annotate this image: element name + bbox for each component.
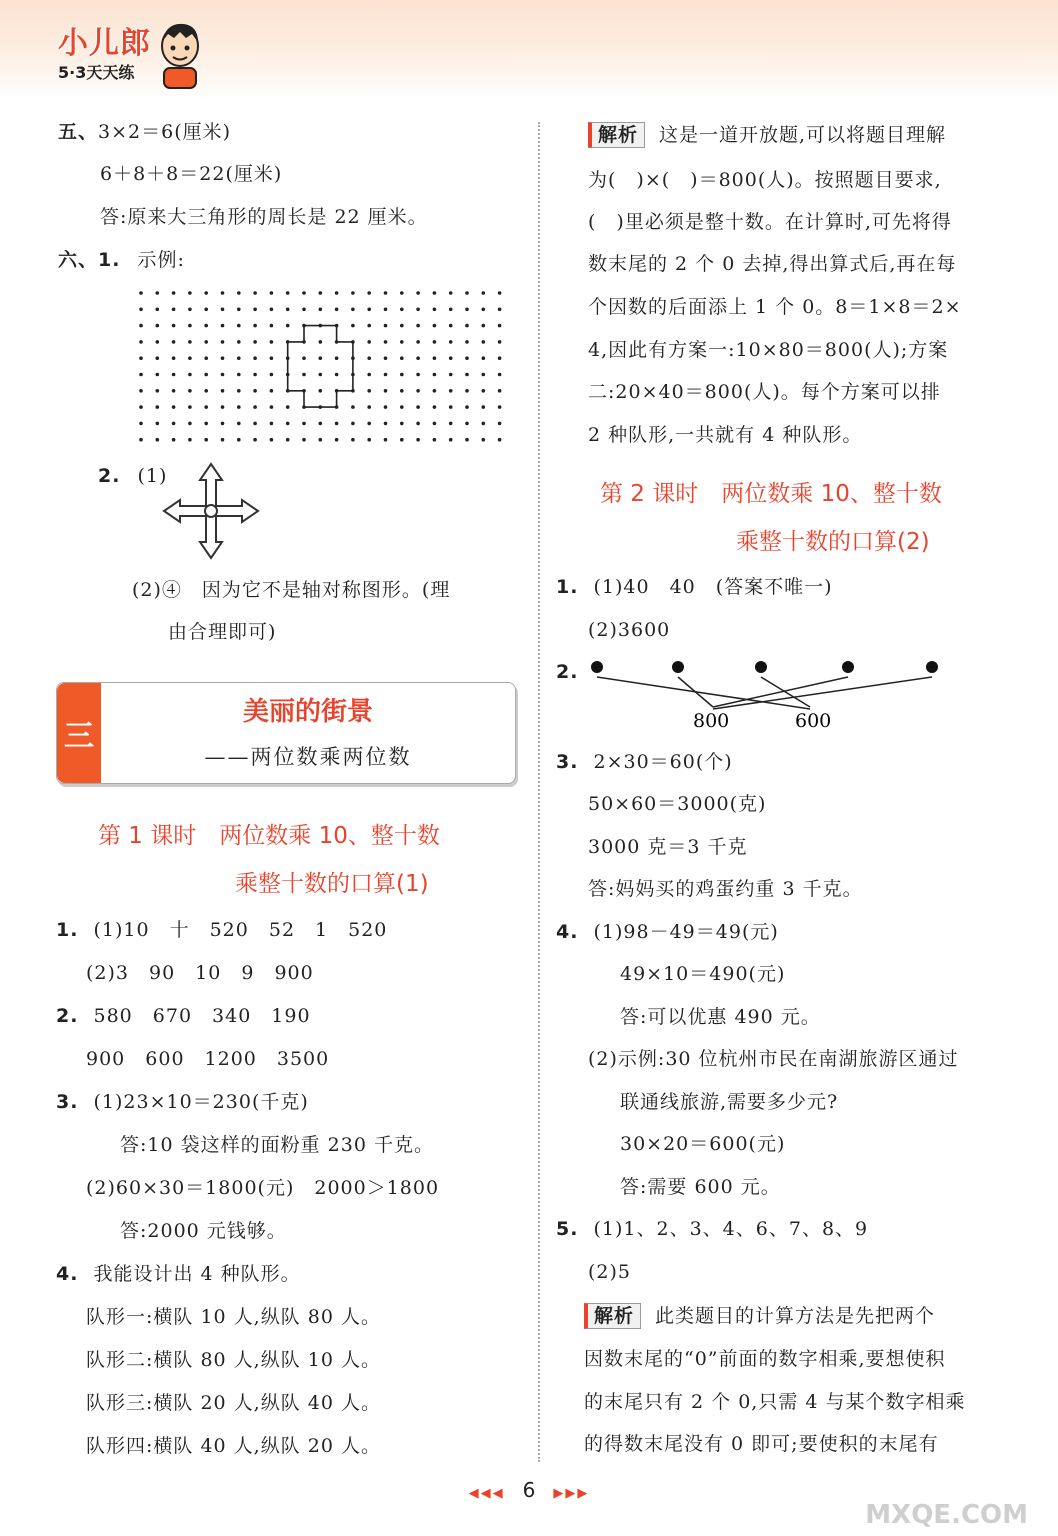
grid-dot: [416, 389, 420, 393]
grid-dot: [384, 373, 388, 377]
grid-dot: [319, 389, 323, 393]
grid-dot: [433, 340, 437, 344]
grid-dot: [156, 340, 160, 344]
section-6: 六、1. 示例:: [58, 249, 185, 271]
grid-dot: [188, 422, 192, 426]
grid-dot: [449, 438, 453, 442]
grid-dot: [400, 340, 404, 344]
q4-formation2: 队形二:横队 80 人,纵队 10 人。: [86, 1349, 381, 1371]
grid-dot: [139, 438, 143, 442]
grid-dot: [172, 422, 176, 426]
grid-dot: [253, 389, 257, 393]
grid-dot: [286, 291, 290, 295]
grid-dot: [335, 438, 339, 442]
grid-dot: [449, 340, 453, 344]
grid-dot: [400, 308, 404, 312]
grid-dot: [433, 438, 437, 442]
grid-dot: [253, 308, 257, 312]
grid-dot: [367, 324, 371, 328]
grid-dot: [367, 373, 371, 377]
grid-dot: [270, 373, 274, 377]
grid-dot: [351, 405, 355, 409]
grid-dot: [367, 291, 371, 295]
grid-dot: [449, 356, 453, 360]
grid-dot: [139, 356, 143, 360]
grid-dot: [221, 324, 225, 328]
grid-dot: [172, 291, 176, 295]
grid-dot: [270, 291, 274, 295]
grid-dot: [286, 422, 290, 426]
grid-dot: [270, 405, 274, 409]
grid-dot: [204, 373, 208, 377]
r3-answer: 答:妈妈买的鸡蛋约重 3 千克。: [588, 878, 863, 900]
grid-dot: [416, 356, 420, 360]
grid-dot: [465, 422, 469, 426]
analysis-badge: 解析: [588, 122, 645, 148]
grid-dot: [482, 405, 486, 409]
r4-answer1: 答:可以优惠 490 元。: [620, 1006, 821, 1028]
grid-dot: [482, 324, 486, 328]
grid-dot: [188, 324, 192, 328]
grid-dot: [335, 291, 339, 295]
grid-dot: [367, 422, 371, 426]
grid-dot: [302, 422, 306, 426]
q1-part2: (2)3 90 10 9 900: [86, 962, 314, 984]
grid-dot: [319, 291, 323, 295]
s6-q2-reason: 由合理即可): [168, 621, 277, 643]
q3-part2: (2)60×30＝1800(元) 2000＞1800: [86, 1177, 440, 1199]
grid-dot: [482, 438, 486, 442]
cross-shape: [288, 326, 353, 408]
grid-dot: [221, 356, 225, 360]
grid-dot: [482, 308, 486, 312]
q4-formation1: 队形一:横队 10 人,纵队 80 人。: [86, 1306, 381, 1328]
grid-dot: [319, 340, 323, 344]
series-name: 5·3天天练: [58, 63, 135, 82]
grid-dot: [384, 291, 388, 295]
grid-dot: [204, 389, 208, 393]
r5: 5. (1)1、2、3、4、6、7、8、9: [556, 1218, 869, 1240]
grid-dot: [465, 373, 469, 377]
match-value-800: 800: [693, 710, 730, 732]
grid-dot: [482, 422, 486, 426]
grid-dot: [270, 340, 274, 344]
grid-dot: [204, 422, 208, 426]
grid-dot: [237, 324, 241, 328]
grid-dot: [384, 389, 388, 393]
grid-dot: [384, 308, 388, 312]
grid-dot: [433, 373, 437, 377]
grid-dot: [400, 422, 404, 426]
grid-dot: [302, 373, 306, 377]
lesson1-title: 第 1 课时 两位数乘 10、整十数: [98, 823, 440, 849]
grid-dot: [139, 291, 143, 295]
grid-dot: [253, 291, 257, 295]
grid-dot: [172, 373, 176, 377]
r4-part2-calc: 30×20＝600(元): [620, 1133, 786, 1155]
grid-dot: [416, 340, 420, 344]
r2: 2.: [556, 661, 579, 683]
analysis-badge: 解析: [584, 1303, 641, 1329]
q2-line2: 900 600 1200 3500: [86, 1048, 330, 1070]
grid-dot: [302, 438, 306, 442]
r4-answer2: 答:需要 600 元。: [620, 1176, 781, 1198]
grid-dot: [367, 308, 371, 312]
grid-dot: [188, 389, 192, 393]
s5-line2: 6＋8＋8＝22(厘米): [100, 163, 283, 185]
grid-dot: [188, 291, 192, 295]
grid-dot: [237, 340, 241, 344]
grid-dot: [433, 422, 437, 426]
grid-dot: [237, 405, 241, 409]
grid-dot: [498, 340, 502, 344]
lesson1-subtitle: 乘整十数的口算(1): [235, 871, 429, 897]
grid-dot: [286, 438, 290, 442]
grid-dot: [416, 308, 420, 312]
q3: 3. (1)23×10＝230(千克): [56, 1091, 309, 1113]
grid-dot: [319, 373, 323, 377]
analysis-1-line7: 二:20×40＝800(人)。每个方案可以排: [588, 381, 941, 403]
analysis-1-line5: 个因数的后面添上 1 个 0。8＝1×8＝2×: [588, 296, 962, 318]
grid-dot: [139, 373, 143, 377]
grid-dot: [172, 356, 176, 360]
grid-dot: [172, 438, 176, 442]
grid-dot: [221, 373, 225, 377]
grid-dot: [416, 405, 420, 409]
grid-dot: [237, 373, 241, 377]
unit-number: 三: [57, 683, 101, 783]
grid-dot: [433, 291, 437, 295]
grid-dot: [482, 340, 486, 344]
analysis-1-line2: 为( )×( )＝800(人)。按照题目要求,: [588, 169, 942, 191]
grid-dot: [270, 308, 274, 312]
grid-dot: [433, 308, 437, 312]
grid-dot: [384, 324, 388, 328]
grid-dot: [139, 324, 143, 328]
grid-dot: [253, 324, 257, 328]
grid-dot: [270, 356, 274, 360]
q3-answer2: 答:2000 元钱够。: [120, 1220, 287, 1242]
q1: 1. (1)10 十 520 52 1 520: [56, 919, 388, 941]
r3: 3. 2×30＝60(个): [556, 751, 733, 773]
analysis-1-line4: 数末尾的 2 个 0 去掉,得出算式后,再在每: [588, 253, 957, 275]
grid-dot: [465, 438, 469, 442]
q4-formation4: 队形四:横队 40 人,纵队 20 人。: [86, 1435, 381, 1457]
grid-dot: [221, 340, 225, 344]
match-value-600: 600: [795, 710, 832, 732]
grid-dot: [335, 356, 339, 360]
grid-dot: [156, 291, 160, 295]
grid-dot: [237, 438, 241, 442]
grid-dot: [172, 308, 176, 312]
grid-dot: [319, 438, 323, 442]
grid-dot: [237, 389, 241, 393]
r4-part2: (2)示例:30 位杭州市民在南湖旅游区通过: [588, 1048, 959, 1070]
grid-dot: [449, 308, 453, 312]
brand-logo: [58, 28, 151, 82]
analysis-1: 解析 这是一道开放题,可以将题目理解: [588, 122, 946, 148]
r5-part2: (2)5: [588, 1261, 632, 1283]
grid-dot: [498, 308, 502, 312]
grid-dot: [270, 422, 274, 426]
grid-dot: [367, 340, 371, 344]
grid-dot: [156, 405, 160, 409]
grid-dot: [416, 373, 420, 377]
q4-formation3: 队形三:横队 20 人,纵队 40 人。: [86, 1392, 381, 1414]
grid-dot: [253, 422, 257, 426]
grid-dot: [433, 356, 437, 360]
grid-dot: [400, 356, 404, 360]
prev-arrows-icon: ◀◀◀: [468, 1486, 505, 1501]
analysis-2: 解析 此类题目的计算方法是先把两个: [584, 1303, 935, 1329]
grid-dot: [270, 438, 274, 442]
grid-dot: [400, 291, 404, 295]
grid-dot: [335, 422, 339, 426]
analysis-2-line2: 因数末尾的“0”前面的数字相乘,要想使积: [584, 1348, 946, 1370]
grid-dot: [465, 389, 469, 393]
grid-dot: [156, 308, 160, 312]
grid-dot: [253, 438, 257, 442]
unit-subtitle: ——两位数乘两位数: [204, 745, 412, 769]
grid-dot: [156, 422, 160, 426]
r4: 4. (1)98－49＝49(元): [556, 921, 779, 943]
grid-dot: [367, 438, 371, 442]
grid-dot: [221, 389, 225, 393]
q4: 4. 我能设计出 4 种队形。: [56, 1263, 301, 1285]
lesson2-title: 第 2 课时 两位数乘 10、整十数: [600, 481, 942, 507]
grid-dot: [433, 405, 437, 409]
unit-header: [56, 682, 516, 784]
watermark: MXQE.COM: [865, 1500, 1028, 1530]
s6-q2-part2: (2)④ 因为它不是轴对称图形。(理: [132, 579, 451, 601]
grid-dot: [498, 422, 502, 426]
grid-dot: [449, 324, 453, 328]
grid-dot: [498, 356, 502, 360]
grid-dot: [351, 308, 355, 312]
grid-dot: [270, 324, 274, 328]
grid-dot: [449, 405, 453, 409]
grid-dot: [384, 405, 388, 409]
four-arrows-figure: [162, 462, 260, 560]
grid-dot: [384, 356, 388, 360]
grid-dot: [465, 291, 469, 295]
grid-dot: [400, 438, 404, 442]
grid-dot: [498, 373, 502, 377]
grid-dot: [449, 422, 453, 426]
grid-dot: [384, 438, 388, 442]
grid-dot: [400, 373, 404, 377]
grid-dot: [139, 389, 143, 393]
page-number: 6: [522, 1478, 536, 1502]
grid-dot: [465, 340, 469, 344]
grid-dot: [319, 422, 323, 426]
grid-dot: [253, 356, 257, 360]
page-footer: [0, 1478, 1058, 1502]
grid-dot: [237, 291, 241, 295]
grid-dot: [351, 422, 355, 426]
grid-dot: [172, 389, 176, 393]
grid-dot: [156, 438, 160, 442]
grid-dot: [204, 324, 208, 328]
grid-dot: [400, 405, 404, 409]
grid-dot: [204, 405, 208, 409]
grid-dot: [498, 438, 502, 442]
grid-dot: [237, 356, 241, 360]
r3-line2: 50×60＝3000(克): [588, 793, 767, 815]
grid-dot: [253, 373, 257, 377]
grid-dot: [139, 422, 143, 426]
q3-answer1: 答:10 袋这样的面粉重 230 千克。: [120, 1134, 434, 1156]
grid-dot: [204, 438, 208, 442]
grid-dot: [204, 291, 208, 295]
grid-dot: [302, 291, 306, 295]
grid-dot: [498, 324, 502, 328]
brand-name: 小儿郎: [58, 26, 151, 61]
grid-dot: [465, 324, 469, 328]
mascot-icon: [158, 20, 202, 90]
analysis-2-line4: 的得数末尾没有 0 即可;要使积的末尾有: [584, 1433, 939, 1455]
grid-dot: [188, 308, 192, 312]
grid-dot: [449, 373, 453, 377]
grid-dot: [221, 438, 225, 442]
analysis-1-line6: 4,因此有方案一:10×80＝800(人);方案: [588, 339, 949, 361]
grid-dot: [237, 308, 241, 312]
grid-dot: [367, 356, 371, 360]
grid-dot: [139, 405, 143, 409]
s5-line3: 答:原来大三角形的周长是 22 厘米。: [100, 206, 428, 228]
r4-line2: 49×10＝490(元): [620, 963, 786, 985]
analysis-1-line3: ( )里必须是整十数。在计算时,可先将得: [588, 211, 952, 233]
r3-line3: 3000 克＝3 千克: [588, 836, 748, 858]
grid-dot: [335, 373, 339, 377]
grid-dot: [172, 324, 176, 328]
grid-dot: [416, 438, 420, 442]
grid-dot: [156, 389, 160, 393]
r4-part2-line2: 联通线旅游,需要多少元?: [620, 1091, 839, 1113]
column-divider: [538, 122, 540, 1462]
grid-dot: [302, 356, 306, 360]
grid-dot: [188, 438, 192, 442]
grid-dot: [384, 422, 388, 426]
grid-dot: [416, 291, 420, 295]
grid-dot: [286, 308, 290, 312]
grid-dot: [416, 422, 420, 426]
grid-dot: [156, 356, 160, 360]
grid-dot: [286, 324, 290, 328]
grid-dot: [221, 291, 225, 295]
grid-dot: [221, 405, 225, 409]
matching-figure: [585, 655, 945, 740]
s6-q2: 2. (1): [98, 465, 168, 487]
grid-dot: [253, 405, 257, 409]
grid-dot: [498, 291, 502, 295]
grid-dot: [270, 389, 274, 393]
analysis-2-line3: 的末尾只有 2 个 0,只需 4 与某个数字相乘: [584, 1391, 966, 1413]
grid-dot: [433, 324, 437, 328]
grid-dot: [465, 405, 469, 409]
q2: 2. 580 670 340 190: [56, 1005, 311, 1027]
grid-dot: [335, 308, 339, 312]
grid-dot: [482, 389, 486, 393]
grid-dot: [400, 324, 404, 328]
grid-dot: [482, 291, 486, 295]
grid-dot: [253, 340, 257, 344]
grid-dot: [156, 373, 160, 377]
grid-dot: [449, 389, 453, 393]
r1: 1. (1)40 40 (答案不唯一): [556, 576, 833, 598]
grid-dot: [498, 389, 502, 393]
grid-dot: [482, 356, 486, 360]
unit-title: 美丽的街景: [242, 697, 373, 727]
lesson2-subtitle: 乘整十数的口算(2): [736, 529, 930, 555]
grid-dot: [204, 356, 208, 360]
grid-dot: [319, 308, 323, 312]
grid-dot: [449, 291, 453, 295]
grid-dot: [204, 308, 208, 312]
grid-dot: [400, 389, 404, 393]
grid-dot: [139, 340, 143, 344]
grid-dot: [498, 405, 502, 409]
grid-dot: [351, 438, 355, 442]
grid-dot: [188, 356, 192, 360]
grid-dot: [188, 340, 192, 344]
grid-dot: [384, 340, 388, 344]
grid-dot: [204, 340, 208, 344]
grid-dot: [433, 389, 437, 393]
r1-part2: (2)3600: [588, 619, 671, 641]
section-5: 五、3×2＝6(厘米): [58, 121, 232, 143]
grid-dot: [482, 373, 486, 377]
grid-dot: [465, 356, 469, 360]
grid-dot: [221, 422, 225, 426]
grid-dot: [156, 324, 160, 328]
analysis-1-line8: 2 种队形,一共就有 4 种队形。: [588, 424, 863, 446]
grid-dot: [188, 405, 192, 409]
grid-dot: [465, 308, 469, 312]
next-arrows-icon: ▶▶▶: [553, 1486, 590, 1501]
grid-dot: [286, 405, 290, 409]
grid-dot: [237, 422, 241, 426]
grid-dot: [139, 308, 143, 312]
grid-dot: [172, 405, 176, 409]
grid-dot: [367, 405, 371, 409]
dot-grid-figure: [135, 287, 515, 447]
grid-dot: [367, 389, 371, 393]
grid-dot: [188, 373, 192, 377]
grid-dot: [319, 356, 323, 360]
grid-dot: [416, 324, 420, 328]
grid-dot: [302, 308, 306, 312]
grid-dot: [351, 291, 355, 295]
grid-dot: [221, 308, 225, 312]
grid-dot: [351, 324, 355, 328]
grid-dot: [172, 340, 176, 344]
